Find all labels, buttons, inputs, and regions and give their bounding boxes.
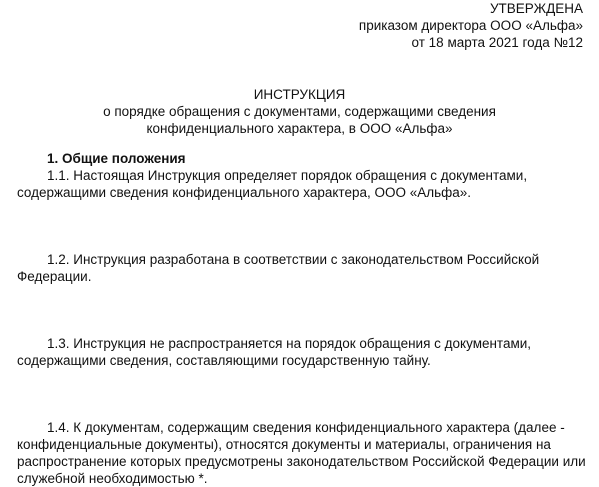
approval-heading: УТВЕРЖДЕНА (489, 1, 583, 16)
section-heading-general: 1. Общие положения (47, 151, 186, 166)
paragraph-1-2: 1.2. Инструкция разработана в соответствии с законодательством Российской Федерации. (17, 252, 540, 284)
paragraph-1-1: 1.1. Настоящая Инструкция определяет порядок обращения с документами, содержащими сведения конфиденциального характера, ООО «Альфа». (17, 168, 528, 200)
approval-order: приказом директора ООО «Альфа» (358, 18, 583, 33)
title-subtitle-line2: конфиденциального характера, в ООО «Альфа» (146, 121, 453, 136)
document-body (17, 150, 587, 487)
document-title (0, 86, 599, 137)
approval-stamp (359, 0, 583, 51)
paragraph-1-4: 1.4. К документам, содержащим сведения конфиденциального характера (далее - конфиденциальные документы), относятся документы и материалы, ограничения на распространение которых предусмотрены законодательством Российской Федерации или служебной необходимостью *. (17, 420, 586, 486)
paragraph-1-3: 1.3. Инструкция не распространяется на порядок обращения с документами, содержащими сведения, составляющими государственную тайну. (17, 336, 532, 368)
title-subtitle-line1: о порядке обращения с документами, содержащими сведения (103, 104, 496, 119)
paragraph-spacer (17, 201, 587, 251)
paragraph-spacer (17, 285, 587, 335)
paragraph-spacer (17, 369, 587, 419)
title-main: ИНСТРУКЦИЯ (253, 87, 346, 102)
approval-date: от 18 марта 2021 года №12 (411, 35, 583, 50)
